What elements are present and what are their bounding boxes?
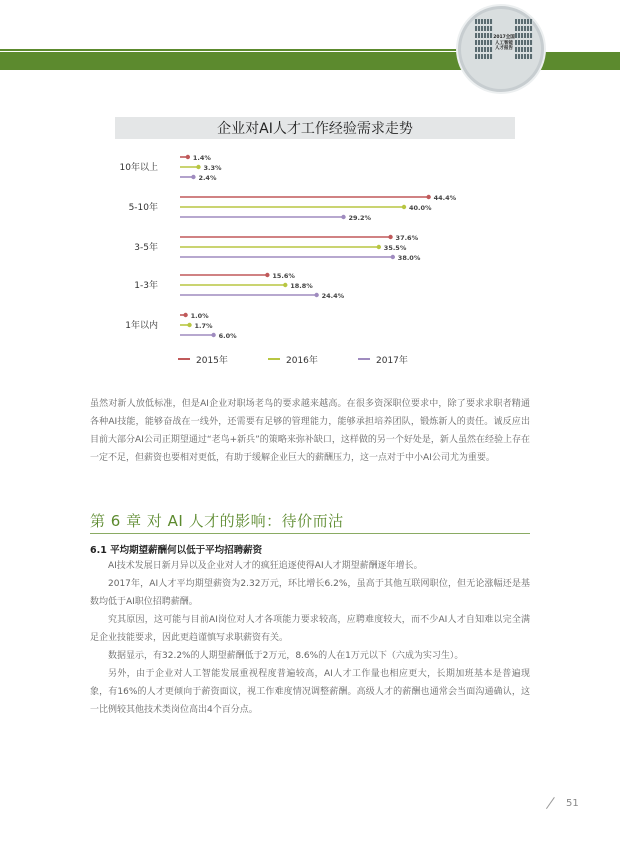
data-label: 40.0% [409, 204, 432, 212]
bar-end-dot [377, 245, 381, 249]
bar-end-dot [211, 333, 215, 337]
bar-end-dot [426, 195, 430, 199]
category-label: 10年以上 [119, 163, 158, 173]
chapter-rule [90, 533, 530, 534]
data-label: 1.4% [192, 154, 211, 162]
bar-end-dot [187, 323, 191, 327]
bar-end-dot [341, 215, 345, 219]
bar-end-dot [391, 255, 395, 259]
data-label: 15.6% [272, 272, 295, 280]
bar-end-dot [402, 205, 406, 209]
category-label: 1-3年 [134, 281, 158, 291]
section-paragraph-2: 2017年，AI人才平均期望薪资为2.32万元，环比增长6.2%，虽高于其他互联网职位，但无论涨幅还是基数均低于AI职位招聘薪酬。 [90, 579, 530, 607]
data-label: 24.4% [321, 292, 345, 300]
legend-label: 2015年 [196, 356, 228, 366]
bar-end-dot [183, 313, 187, 317]
data-label: 2.4% [198, 174, 217, 182]
section-paragraph-4: 数据显示，有32.2%的人期望薪酬低于2万元，8.6%的人在1万元以下（六成为实习生）。 [108, 651, 464, 661]
bar-end-dot [196, 165, 200, 169]
experience-demand-chart [100, 145, 520, 375]
section-paragraph-1: AI技术发展日新月异以及企业对人才的疯狂追逐使得AI人才期望薪酬逐年增长。 [108, 561, 423, 571]
category-label: 5-10年 [128, 203, 158, 213]
bar-end-dot [191, 175, 195, 179]
category-label: 3-5年 [134, 243, 158, 253]
bar-end-dot [388, 235, 392, 239]
data-label: 6.0% [218, 332, 237, 340]
badge-title: 2017全国 人工智能 人才报告 [493, 35, 515, 51]
chapter-heading: 第 6 章 对 AI 人才的影响：待价而沽 [90, 512, 344, 530]
chart-title: 企业对AI人才工作经验需求走势 [217, 121, 413, 137]
data-label: 44.4% [433, 194, 457, 202]
body-paragraph-1: 虽然对新人放低标准，但是AI企业对职场老鸟的要求越来越高。在很多资深职位要求中，除了要求求职者精通各种AI技能，能够奋战在一线外，还需要有足够的管理能力，能够承担培养团队，锻炼新人的责任。诚反应出目前大部分AI公司正期望通过“老鸟+新兵”的策略来弥补缺口，这样做的另一个好处是，新人虽然在经验上存在一定不足，但薪资也要相对更低，有助于缓解企业巨大的薪酬压力，这一点对于中小AI公司尤为重要。 [90, 399, 530, 463]
data-label: 3.3% [203, 164, 222, 172]
bar-end-dot [186, 155, 190, 159]
data-label: 29.2% [348, 214, 372, 222]
report-badge-logo [458, 6, 544, 92]
data-label: 37.6% [395, 234, 419, 242]
bar-end-dot [314, 293, 318, 297]
section-paragraph-5: 另外，由于企业对人工智能发展重视程度普遍较高，AI人才工作量也相应更大，长期加班基本是普遍现象，有16%的人才更倾向于薪资面议，视工作难度情况调整薪酬。高级人才的薪酬也通常会当面沟通确认，这一比例较其他技术类岗位高出4个百分点。 [90, 669, 530, 715]
page-number: 51 [566, 798, 579, 809]
bar-end-dot [265, 273, 269, 277]
bar-end-dot [283, 283, 287, 287]
page-number-slash [546, 797, 555, 809]
data-label: 35.5% [383, 244, 407, 252]
legend-label: 2016年 [286, 356, 318, 366]
data-label: 38.0% [397, 254, 421, 262]
section-heading: 6.1 平均期望薪酬何以低于平均招聘薪资 [90, 545, 263, 556]
data-label: 1.0% [190, 312, 209, 320]
legend-label: 2017年 [376, 356, 408, 366]
data-label: 1.7% [194, 322, 213, 330]
header-rule [0, 49, 475, 51]
category-label: 1年以内 [125, 321, 158, 331]
data-label: 18.8% [290, 282, 313, 290]
section-paragraph-3: 究其原因，这可能与目前AI岗位对人才各项能力要求较高，应聘难度较大，而不少AI人才自知难以完全满足企业技能要求，因此更趋谨慎写求职薪资有关。 [90, 615, 530, 643]
